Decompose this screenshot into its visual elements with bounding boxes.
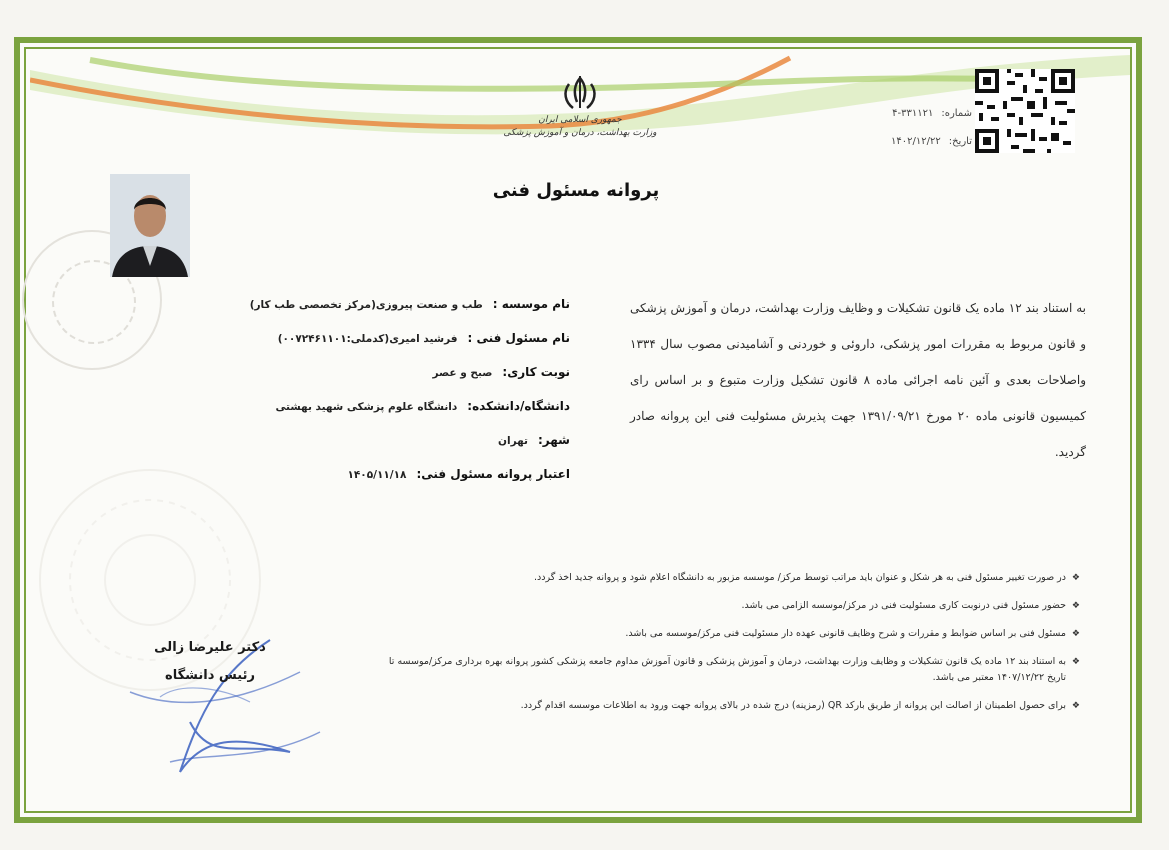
number-value: ۴-۳۳۱۱۲۱ [892, 108, 934, 119]
field-value: تهران [498, 435, 528, 447]
license-fields [249, 288, 570, 492]
field-value: ۱۴۰۵/۱۱/۱۸ [347, 469, 407, 481]
diamond-bullet-icon: ❖ [1071, 573, 1080, 583]
field-value: فرشید امیری(کدملی:۰۰۷۲۴۶۱۱۰۱) [277, 333, 458, 345]
field-label: اعتبار پروانه مسئول فنی: [416, 467, 570, 481]
field-validity [260, 458, 570, 492]
note-item [380, 698, 1080, 714]
field-university [260, 390, 570, 424]
field-label: دانشگاه/دانشکده: [467, 399, 570, 413]
field-technical-manager [260, 322, 570, 356]
diamond-bullet-icon: ❖ [1071, 629, 1080, 639]
field-label: نام مسئول فنی : [467, 331, 570, 345]
diamond-bullet-icon: ❖ [1071, 601, 1080, 611]
field-label: نوبت کاری: [502, 365, 570, 379]
notes-list [380, 570, 1080, 726]
field-shift [260, 356, 570, 390]
date-row [846, 128, 972, 156]
person-avatar-icon [110, 174, 190, 277]
note-text: حضور مسئول فنی درنوبت کاری مسئولیت فنی در مرکز/موسسه الزامی می باشد. [741, 600, 1066, 611]
page-title: پروانه مسئول فنی [492, 180, 660, 201]
field-value: دانشگاه علوم پزشکی شهید بهشتی [275, 401, 458, 413]
header-country: جمهوری اسلامی ایران [538, 115, 622, 125]
license-body-text: به استناد بند ۱۲ ماده یک قانون تشکیلات و وظایف وزارت بهداشت، درمان و آموزش پزشکی و قانون مربوط به مقررات امور پزشکی، داروئی و خوردنی و آشامیدنی مصوب سال ۱۳۳۴ واصلاحات بعدی و آئین نامه اجرائی ماده ۸ قانون تشکیل وزارت متبوع و بر اساس رای کمیسیون قانونی ماده ۲۰ مورخ ۱۳۹۱/۰۹/۲۱ جهت پذیرش مسئولیت فنی این پروانه صادر گردید. [630, 301, 1087, 459]
ministry-logo [500, 74, 660, 166]
number-label: شماره: [941, 108, 972, 119]
diamond-bullet-icon: ❖ [1071, 657, 1080, 667]
note-text: به استناد بند ۱۲ ماده یک قانون تشکیلات و وظایف وزارت بهداشت، درمان و آموزش پزشکی و قانون آموزش مداوم جامعه پزشکی کشور پروانه بهره برداری مرکز/موسسه تا تاریخ ۱۴۰۷/۱۲/۲۲ معتبر می باشد. [388, 656, 1066, 683]
note-item [380, 598, 1080, 614]
field-label: نام موسسه : [492, 297, 570, 311]
holder-photo [110, 174, 190, 277]
qr-code-icon[interactable] [975, 69, 1075, 153]
date-value: ۱۴۰۲/۱۲/۲۲ [891, 136, 941, 147]
note-item [380, 626, 1080, 642]
number-row [846, 100, 972, 128]
signatory-title: رئیس دانشگاه [165, 668, 255, 683]
signatory-name: دکتر علیرضا زالی [154, 640, 266, 655]
note-text: برای حصول اطمینان از اصالت این پروانه از طریق بارکد QR (رمزینه) درج شده در بالای پروانه جهت ورود به اطلاعات موسسه اقدام گردد. [520, 700, 1066, 711]
license-meta [846, 100, 972, 156]
note-text: در صورت تغییر مسئول فنی به هر شکل و عنوان باید مراتب توسط مرکز/ موسسه مزبور به دانشگاه اعلام شود و پروانه جدید اخذ گردد. [533, 572, 1066, 583]
header-ministry: وزارت بهداشت، درمان و آموزش پزشکی [503, 128, 657, 138]
date-label: تاریخ: [948, 136, 972, 147]
field-label: شهر: [538, 433, 570, 447]
note-item [380, 570, 1080, 586]
iran-emblem-icon [557, 74, 603, 114]
field-value: طب و صنعت پیروزی(مرکز تخصصی طب کار) [249, 299, 483, 311]
field-city [260, 424, 570, 458]
field-institute [249, 288, 570, 322]
diamond-bullet-icon: ❖ [1071, 701, 1080, 711]
note-item [380, 654, 1080, 686]
field-value: صبح و عصر [432, 367, 493, 379]
note-text: مسئول فنی بر اساس ضوابط و مقررات و شرح وظایف قانونی عهده دار مسئولیت فنی مرکز/موسسه می باشد. [625, 628, 1066, 639]
